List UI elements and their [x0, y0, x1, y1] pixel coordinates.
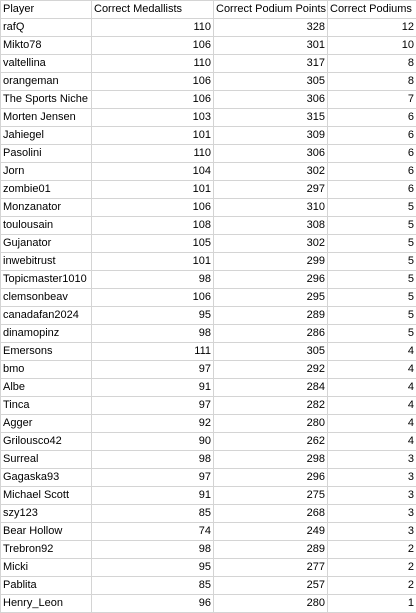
table-row — [1, 379, 416, 397]
cell-correct-podium-points[interactable]: 299 — [214, 253, 328, 271]
table-row — [1, 451, 416, 469]
cell-player[interactable]: Mikto78 — [1, 37, 92, 55]
table-row — [1, 415, 416, 433]
cell-correct-podiums[interactable]: 2 — [328, 559, 416, 577]
cell-player[interactable]: Michael Scott — [1, 487, 92, 505]
cell-correct-medallists[interactable]: 92 — [92, 415, 214, 433]
table-row — [1, 559, 416, 577]
table-row — [1, 55, 416, 73]
table-row — [1, 523, 416, 541]
cell-correct-medallists[interactable]: 110 — [92, 145, 214, 163]
cell-correct-medallists[interactable]: 111 — [92, 343, 214, 361]
cell-correct-medallists[interactable]: 106 — [92, 37, 214, 55]
table-row — [1, 73, 416, 91]
cell-correct-podium-points[interactable]: 289 — [214, 541, 328, 559]
header-correct-medallists[interactable]: Correct Medallists — [92, 1, 214, 19]
cell-correct-medallists[interactable]: 98 — [92, 451, 214, 469]
cell-correct-podium-points[interactable]: 262 — [214, 433, 328, 451]
cell-player[interactable]: Jahiegel — [1, 127, 92, 145]
cell-correct-podium-points[interactable]: 297 — [214, 181, 328, 199]
cell-correct-podiums[interactable]: 7 — [328, 91, 416, 109]
table-row — [1, 307, 416, 325]
cell-correct-medallists[interactable]: 103 — [92, 109, 214, 127]
cell-correct-podiums[interactable]: 6 — [328, 163, 416, 181]
cell-player[interactable]: Micki — [1, 559, 92, 577]
cell-correct-podiums[interactable]: 5 — [328, 199, 416, 217]
cell-correct-medallists[interactable]: 90 — [92, 433, 214, 451]
cell-player[interactable]: Henry_Leon — [1, 595, 92, 613]
cell-correct-medallists[interactable]: 85 — [92, 577, 214, 595]
table-row — [1, 361, 416, 379]
cell-player[interactable]: Grilousco42 — [1, 433, 92, 451]
table-row — [1, 181, 416, 199]
cell-player[interactable]: rafQ — [1, 19, 92, 37]
cell-correct-medallists[interactable]: 74 — [92, 523, 214, 541]
cell-correct-podium-points[interactable]: 309 — [214, 127, 328, 145]
cell-correct-medallists[interactable]: 110 — [92, 55, 214, 73]
cell-correct-medallists[interactable]: 101 — [92, 127, 214, 145]
table-row — [1, 91, 416, 109]
cell-player[interactable]: Morten Jensen — [1, 109, 92, 127]
cell-player[interactable]: dinamopinz — [1, 325, 92, 343]
table-row — [1, 145, 416, 163]
table-body — [1, 19, 416, 613]
cell-correct-podium-points[interactable]: 301 — [214, 37, 328, 55]
cell-correct-podiums[interactable]: 3 — [328, 469, 416, 487]
cell-correct-podium-points[interactable]: 257 — [214, 577, 328, 595]
table-row — [1, 127, 416, 145]
cell-correct-podiums[interactable]: 5 — [328, 289, 416, 307]
cell-correct-podium-points[interactable]: 280 — [214, 415, 328, 433]
cell-correct-medallists[interactable]: 101 — [92, 181, 214, 199]
cell-correct-medallists[interactable]: 97 — [92, 397, 214, 415]
cell-correct-medallists[interactable]: 110 — [92, 19, 214, 37]
cell-correct-medallists[interactable]: 91 — [92, 379, 214, 397]
cell-correct-podiums[interactable]: 5 — [328, 217, 416, 235]
cell-correct-podiums[interactable]: 5 — [328, 271, 416, 289]
table-row — [1, 235, 416, 253]
cell-correct-podium-points[interactable]: 306 — [214, 91, 328, 109]
table-row — [1, 109, 416, 127]
cell-correct-medallists[interactable]: 108 — [92, 217, 214, 235]
cell-correct-podiums[interactable]: 4 — [328, 379, 416, 397]
cell-correct-podiums[interactable]: 6 — [328, 145, 416, 163]
cell-correct-podium-points[interactable]: 306 — [214, 145, 328, 163]
cell-correct-podium-points[interactable]: 305 — [214, 343, 328, 361]
cell-correct-medallists[interactable]: 95 — [92, 559, 214, 577]
cell-player[interactable]: The Sports Niche — [1, 91, 92, 109]
cell-correct-podiums[interactable]: 5 — [328, 235, 416, 253]
cell-correct-podiums[interactable]: 4 — [328, 415, 416, 433]
cell-correct-podiums[interactable]: 10 — [328, 37, 416, 55]
cell-correct-podiums[interactable]: 3 — [328, 487, 416, 505]
cell-correct-medallists[interactable]: 106 — [92, 289, 214, 307]
cell-correct-podiums[interactable]: 2 — [328, 577, 416, 595]
cell-correct-podiums[interactable]: 2 — [328, 541, 416, 559]
header-player[interactable]: Player — [1, 1, 92, 19]
cell-player[interactable]: orangeman — [1, 73, 92, 91]
cell-correct-podium-points[interactable]: 302 — [214, 163, 328, 181]
header-correct-podium-points[interactable]: Correct Podium Points — [214, 1, 328, 19]
table-row — [1, 487, 416, 505]
cell-correct-podium-points[interactable]: 317 — [214, 55, 328, 73]
table-row — [1, 37, 416, 55]
cell-correct-podium-points[interactable]: 289 — [214, 307, 328, 325]
table-row — [1, 253, 416, 271]
table-row — [1, 199, 416, 217]
table-row — [1, 397, 416, 415]
cell-correct-podium-points[interactable]: 296 — [214, 469, 328, 487]
cell-correct-podiums[interactable]: 4 — [328, 343, 416, 361]
cell-correct-medallists[interactable]: 106 — [92, 199, 214, 217]
table-row — [1, 577, 416, 595]
cell-correct-podium-points[interactable]: 298 — [214, 451, 328, 469]
cell-correct-podium-points[interactable]: 280 — [214, 595, 328, 613]
table-row — [1, 541, 416, 559]
cell-player[interactable]: Pasolini — [1, 145, 92, 163]
cell-correct-podiums[interactable]: 3 — [328, 505, 416, 523]
cell-correct-podium-points[interactable]: 275 — [214, 487, 328, 505]
cell-correct-podium-points[interactable]: 328 — [214, 19, 328, 37]
cell-player[interactable]: Tinca — [1, 397, 92, 415]
table-row — [1, 595, 416, 613]
cell-player[interactable]: toulousain — [1, 217, 92, 235]
cell-correct-medallists[interactable]: 98 — [92, 541, 214, 559]
table-row — [1, 469, 416, 487]
cell-player[interactable]: inwebitrust — [1, 253, 92, 271]
cell-player[interactable]: Trebron92 — [1, 541, 92, 559]
cell-player[interactable]: Gagaska93 — [1, 469, 92, 487]
cell-correct-podiums[interactable]: 8 — [328, 73, 416, 91]
cell-correct-podiums[interactable]: 5 — [328, 307, 416, 325]
table-row — [1, 325, 416, 343]
cell-correct-podiums[interactable]: 6 — [328, 127, 416, 145]
cell-correct-podiums[interactable]: 1 — [328, 595, 416, 613]
table-row — [1, 217, 416, 235]
cell-player[interactable]: szy123 — [1, 505, 92, 523]
cell-player[interactable]: bmo — [1, 361, 92, 379]
table-row — [1, 271, 416, 289]
cell-correct-medallists[interactable]: 91 — [92, 487, 214, 505]
cell-correct-podiums[interactable]: 12 — [328, 19, 416, 37]
cell-correct-podium-points[interactable]: 302 — [214, 235, 328, 253]
cell-player[interactable]: Agger — [1, 415, 92, 433]
table-row — [1, 505, 416, 523]
cell-player[interactable]: zombie01 — [1, 181, 92, 199]
cell-correct-podium-points[interactable]: 296 — [214, 271, 328, 289]
cell-player[interactable]: Pablita — [1, 577, 92, 595]
cell-correct-podiums[interactable]: 3 — [328, 523, 416, 541]
cell-correct-podiums[interactable]: 6 — [328, 109, 416, 127]
cell-correct-podiums[interactable]: 6 — [328, 181, 416, 199]
cell-correct-medallists[interactable]: 97 — [92, 361, 214, 379]
header-correct-podiums[interactable]: Correct Podiums — [328, 1, 416, 19]
cell-player[interactable]: Albe — [1, 379, 92, 397]
cell-correct-medallists[interactable]: 106 — [92, 73, 214, 91]
cell-correct-podium-points[interactable]: 268 — [214, 505, 328, 523]
cell-correct-podiums[interactable]: 5 — [328, 253, 416, 271]
cell-correct-medallists[interactable]: 104 — [92, 163, 214, 181]
table-row — [1, 19, 416, 37]
cell-correct-podium-points[interactable]: 315 — [214, 109, 328, 127]
cell-player[interactable]: valtellina — [1, 55, 92, 73]
cell-player[interactable]: Gujanator — [1, 235, 92, 253]
cell-player[interactable]: Monzanator — [1, 199, 92, 217]
cell-correct-podium-points[interactable]: 282 — [214, 397, 328, 415]
header-row — [1, 1, 416, 19]
cell-correct-podiums[interactable]: 4 — [328, 433, 416, 451]
cell-player[interactable]: Bear Hollow — [1, 523, 92, 541]
cell-correct-medallists[interactable]: 96 — [92, 595, 214, 613]
table-row — [1, 433, 416, 451]
cell-correct-podium-points[interactable]: 305 — [214, 73, 328, 91]
table-row — [1, 343, 416, 361]
cell-correct-podium-points[interactable]: 308 — [214, 217, 328, 235]
cell-correct-medallists[interactable]: 98 — [92, 325, 214, 343]
cell-correct-podium-points[interactable]: 310 — [214, 199, 328, 217]
table-row — [1, 289, 416, 307]
cell-correct-podium-points[interactable]: 295 — [214, 289, 328, 307]
cell-player[interactable]: Surreal — [1, 451, 92, 469]
cell-correct-podium-points[interactable]: 292 — [214, 361, 328, 379]
cell-correct-podiums[interactable]: 4 — [328, 397, 416, 415]
cell-correct-medallists[interactable]: 106 — [92, 91, 214, 109]
cell-player[interactable]: Topicmaster1010 — [1, 271, 92, 289]
cell-player[interactable]: Emersons — [1, 343, 92, 361]
cell-correct-podiums[interactable]: 8 — [328, 55, 416, 73]
cell-correct-podiums[interactable]: 5 — [328, 325, 416, 343]
cell-correct-podium-points[interactable]: 286 — [214, 325, 328, 343]
cell-correct-podiums[interactable]: 3 — [328, 451, 416, 469]
cell-correct-podiums[interactable]: 4 — [328, 361, 416, 379]
cell-correct-medallists[interactable]: 85 — [92, 505, 214, 523]
cell-correct-podium-points[interactable]: 284 — [214, 379, 328, 397]
cell-player[interactable]: clemsonbeav — [1, 289, 92, 307]
cell-correct-medallists[interactable]: 101 — [92, 253, 214, 271]
cell-player[interactable]: canadafan2024 — [1, 307, 92, 325]
cell-player[interactable]: Jorn — [1, 163, 92, 181]
cell-correct-medallists[interactable]: 97 — [92, 469, 214, 487]
cell-correct-podium-points[interactable]: 249 — [214, 523, 328, 541]
cell-correct-podium-points[interactable]: 277 — [214, 559, 328, 577]
cell-correct-medallists[interactable]: 105 — [92, 235, 214, 253]
cell-correct-medallists[interactable]: 95 — [92, 307, 214, 325]
cell-correct-medallists[interactable]: 98 — [92, 271, 214, 289]
table-row — [1, 163, 416, 181]
